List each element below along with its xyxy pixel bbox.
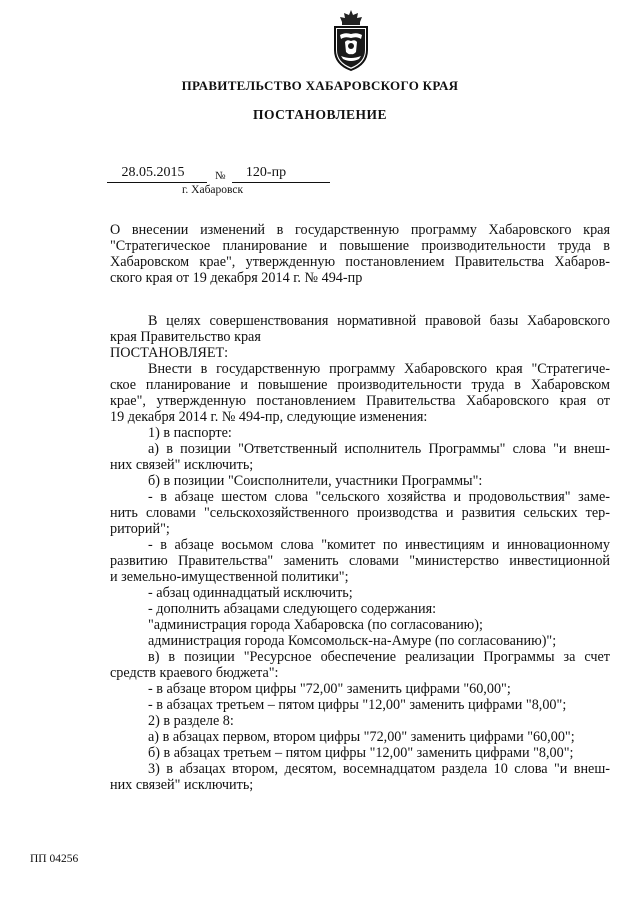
body-line: средств краевого бюджета":	[110, 665, 279, 681]
date-underline	[107, 182, 207, 183]
title-line: "Стратегическое планирование и повышение производительности труда в	[110, 238, 610, 254]
title-line: О внесении изменений в государственную программу Хабаровского края	[110, 222, 610, 238]
body-line: а) в абзацах первом, втором цифры "72,00" заменить цифрами "60,00";	[148, 729, 575, 745]
body-line: - абзац одиннадцатый исключить;	[148, 585, 353, 601]
body-line: администрация города Комсомольск-на-Амуре (по согласованию)";	[148, 633, 557, 649]
decree-date: 28.05.2015	[121, 165, 185, 180]
body-line: б) в позиции "Соисполнители, участники Программы":	[148, 473, 483, 489]
body-line: них связей" исключить;	[110, 457, 254, 473]
body-line: и земельно-имущественной политики";	[110, 569, 349, 585]
body-line: в) в позиции "Ресурсное обеспечение реализации Программы за счет	[148, 649, 610, 665]
body-line: "администрация города Хабаровска (по согласованию);	[148, 617, 483, 633]
body-line: ское планирование и повышение производительности труда в Хабаровском	[110, 377, 610, 393]
body-line: - в абзаце втором цифры "72,00" заменить цифрами "60,00";	[148, 681, 511, 697]
body-line: - дополнить абзацами следующего содержания:	[148, 601, 437, 617]
government-name: ПРАВИТЕЛЬСТВО ХАБАРОВСКОГО КРАЯ	[181, 78, 459, 93]
body-line: 3) в абзацах втором, десятом, восемнадцатом раздела 10 слова "и внеш-	[148, 761, 610, 777]
decree-number: 120-пр	[245, 165, 287, 180]
document-type: ПОСТАНОВЛЕНИЕ	[252, 107, 388, 122]
body-line: - в абзаце шестом слова "сельского хозяйства и продовольствия" заме-	[148, 489, 610, 505]
body-line: В целях совершенствования нормативной правовой базы Хабаровского	[148, 313, 610, 329]
body-line: б) в абзацах третьем – пятом цифры "12,00" заменить цифрами "8,00";	[148, 745, 574, 761]
body-line: крае", утвержденную постановлением Правительства Хабаровского края от	[110, 393, 610, 409]
number-sign: №	[215, 170, 226, 182]
body-line: ПОСТАНОВЛЯЕТ:	[110, 345, 229, 361]
body-line: 1) в паспорте:	[148, 425, 232, 441]
body-line: риторий";	[110, 521, 170, 537]
body-line: них связей" исключить;	[110, 777, 254, 793]
decree-title	[110, 222, 610, 286]
footer-code: ПП 04256	[30, 853, 79, 865]
body-line: края Правительство края	[110, 329, 261, 345]
body-line: развитию Правительства" заменить словами "министерство инвестиционной	[110, 553, 610, 569]
khabarovsk-coat-of-arms-icon	[331, 8, 371, 72]
title-line: Хабаровском крае", утвержденную постановлением Правительства Хабаров-	[110, 254, 610, 270]
body-line: Внести в государственную программу Хабаровского края "Стратегиче-	[148, 361, 610, 377]
body-line: - в абзаце восьмом слова "комитет по инвестициям и инновационному	[148, 537, 610, 553]
decree-body	[110, 313, 610, 793]
city-name: г. Хабаровск	[182, 184, 244, 196]
title-line: ского края от 19 декабря 2014 г. № 494-пр	[110, 270, 363, 286]
body-line: 19 декабря 2014 г. № 494-пр, следующие изменения:	[110, 409, 428, 425]
body-line: - в абзацах третьем – пятом цифры "12,00" заменить цифрами "8,00";	[148, 697, 567, 713]
number-underline	[232, 182, 330, 183]
body-line: а) в позиции "Ответственный исполнитель Программы" слова "и внеш-	[148, 441, 610, 457]
body-line: 2) в разделе 8:	[148, 713, 234, 729]
body-line: нить словами "сельскохозяйственного производства и развития сельских тер-	[110, 505, 610, 521]
